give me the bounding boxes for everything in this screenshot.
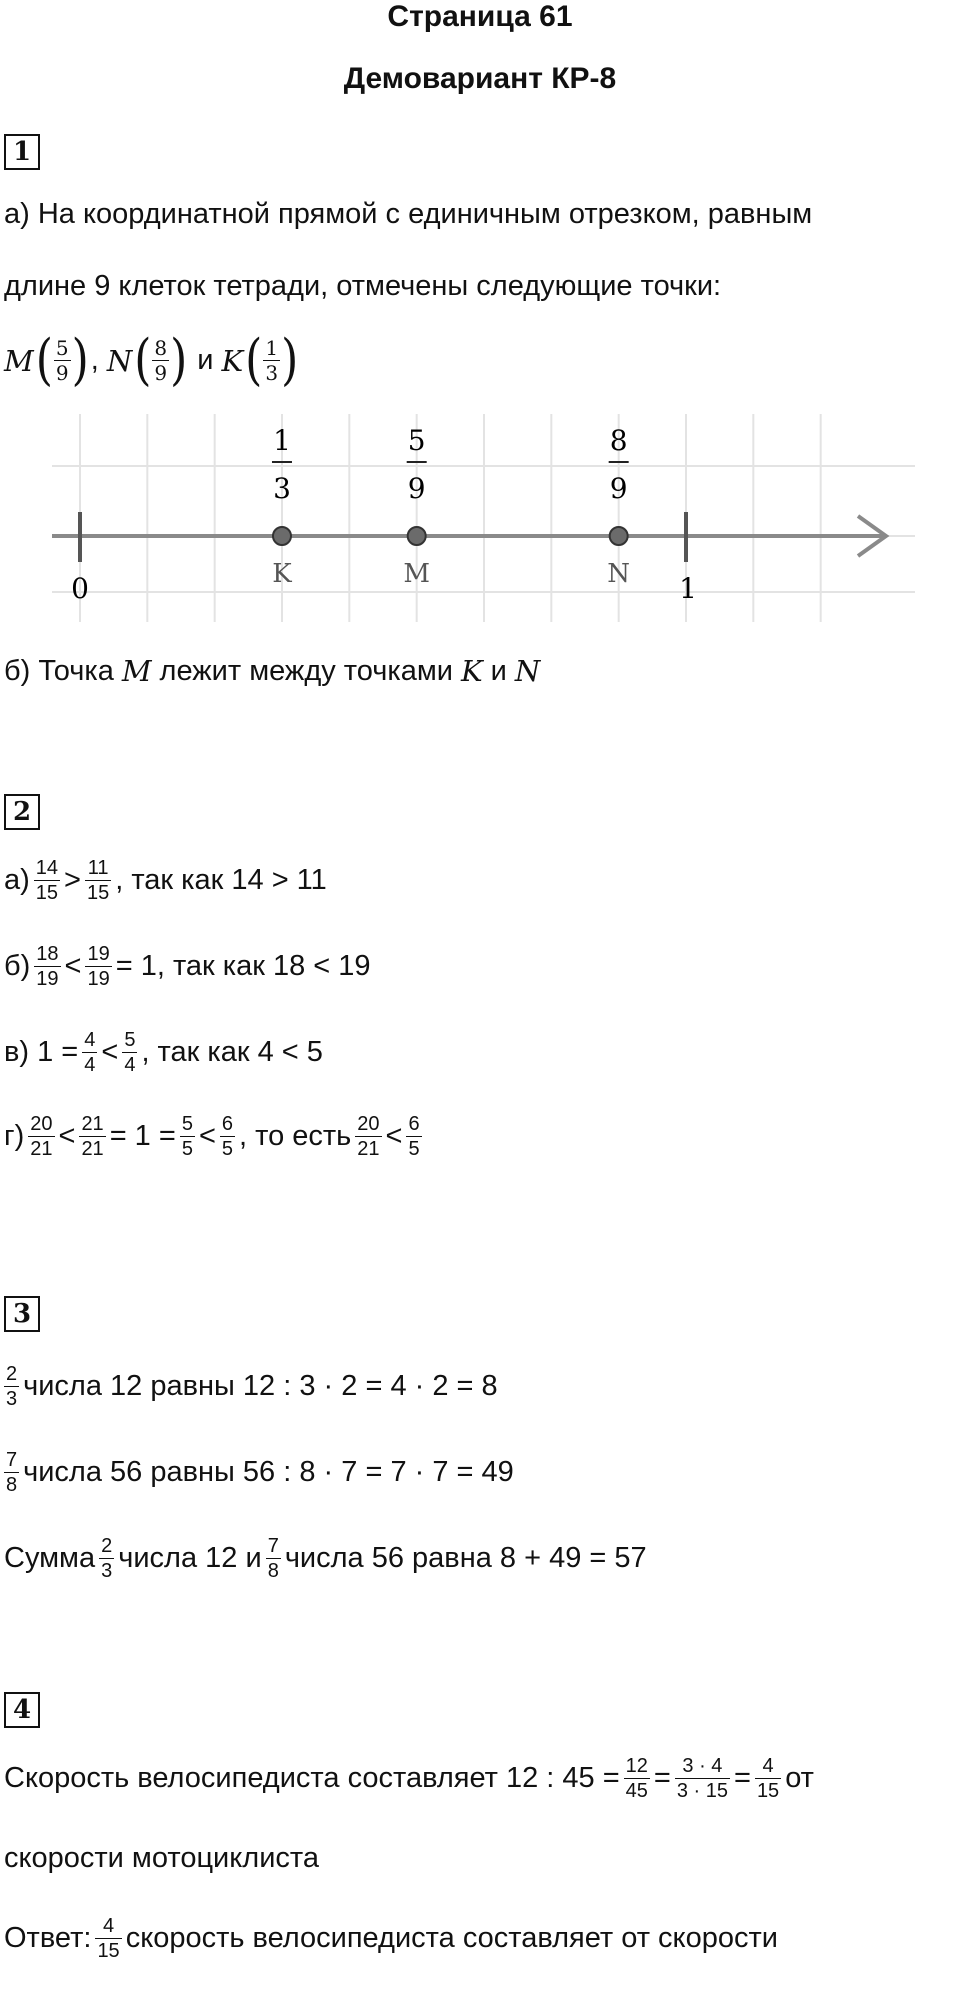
mark-fraction-denominator: 9 <box>407 472 426 505</box>
fraction-numerator: 20 <box>357 1113 380 1135</box>
fraction-numerator: 8 <box>154 336 168 360</box>
label-zero: 0 <box>71 572 89 605</box>
text-span: числа 12 равны 12 : 3 · 2 = 4 · 2 = 8 <box>23 1370 498 1402</box>
point-k-label: K <box>272 559 292 589</box>
fraction-denominator: 19 <box>87 968 110 990</box>
operator: < <box>58 1120 76 1152</box>
fraction-numerator: 21 <box>81 1113 104 1135</box>
task2-line-b <box>4 944 371 989</box>
fraction <box>755 1756 781 1801</box>
fraction-numerator: 6 <box>408 1113 420 1135</box>
point-m-coordinate <box>35 328 89 392</box>
fraction <box>82 1030 97 1075</box>
operator: = <box>653 1762 671 1794</box>
item-label: б) <box>4 950 31 982</box>
fraction-denominator: 8 <box>267 1560 279 1582</box>
page-subtitle: Демовариант КР-8 <box>343 62 617 95</box>
paren-open: ( <box>134 328 152 392</box>
operator: < <box>64 950 82 982</box>
grid <box>52 414 915 622</box>
point-n-dot <box>610 527 628 545</box>
fraction <box>85 944 111 989</box>
fraction-numerator: 4 <box>103 1915 115 1937</box>
fraction-denominator: 3 · 15 <box>676 1780 728 1802</box>
text-span: = 1, так как 18 < 19 <box>115 950 371 982</box>
operator: > <box>64 864 81 896</box>
paren-open: ( <box>35 328 53 392</box>
fraction-denominator: 21 <box>357 1138 380 1160</box>
fraction <box>355 1114 381 1159</box>
task2-line-a <box>4 858 327 903</box>
text-span: числа 56 равна 8 + 49 = 57 <box>284 1542 647 1574</box>
fraction-denominator: 4 <box>124 1054 136 1076</box>
point-k-coordinate <box>245 328 299 392</box>
fraction-numerator: 1 <box>265 336 279 360</box>
fraction-denominator: 21 <box>81 1138 104 1160</box>
fraction <box>54 338 71 383</box>
fraction-numerator: 2 <box>6 1363 18 1385</box>
fraction <box>34 858 60 903</box>
number-line-figure <box>0 410 960 630</box>
fraction-denominator: 3 <box>265 361 279 385</box>
mark-fraction-numerator: 5 <box>407 424 426 457</box>
point-m-name: M <box>4 343 34 378</box>
point-n-label: N <box>607 559 631 589</box>
point-n-name: N <box>106 343 133 378</box>
fraction-numerator: 6 <box>221 1113 233 1135</box>
conjunction: и <box>197 344 214 376</box>
fraction-numerator: 5 <box>55 336 69 360</box>
fraction-numerator: 14 <box>35 857 59 879</box>
task4-answer-line <box>4 1916 778 1961</box>
fraction <box>28 1114 54 1159</box>
fraction-denominator: 5 <box>181 1138 193 1160</box>
point-n-ref: N <box>514 654 541 688</box>
text-span: = 1 = <box>109 1120 176 1152</box>
point-k-name: K <box>221 343 244 378</box>
fraction-denominator: 15 <box>35 882 59 904</box>
fraction-denominator: 8 <box>6 1474 18 1496</box>
fraction-numerator: 20 <box>30 1113 53 1135</box>
fraction-numerator: 18 <box>36 943 59 965</box>
fraction-denominator: 15 <box>97 1940 120 1962</box>
task-number-4: 4 <box>4 1692 40 1728</box>
task2-line-d <box>4 1114 426 1159</box>
operator: < <box>385 1120 403 1152</box>
fraction <box>4 1450 19 1495</box>
item-label: г) <box>4 1120 25 1152</box>
text-span: скорость велосипедиста составляет от скорости <box>125 1922 778 1954</box>
task2-line-c <box>4 1030 323 1075</box>
fraction <box>406 1114 421 1159</box>
point-k-ref: K <box>460 654 483 688</box>
label-one: 1 <box>679 572 697 605</box>
task1-line-a1: а) На координатной прямой с единичным отрезком, равным <box>4 198 813 230</box>
paren-close: ) <box>71 328 89 392</box>
mark-fraction-denominator: 3 <box>273 472 291 505</box>
fraction-numerator: 4 <box>762 1755 774 1777</box>
fraction <box>263 338 280 383</box>
fraction <box>180 1114 195 1159</box>
fraction-denominator: 15 <box>756 1780 780 1802</box>
paren-close: ) <box>281 328 299 392</box>
task-number-2: 2 <box>4 794 40 830</box>
task1-line-a2: длине 9 клеток тетради, отмечены следующие точки: <box>4 270 722 302</box>
fraction <box>4 1364 19 1409</box>
fraction-denominator: 19 <box>36 968 59 990</box>
fraction <box>675 1756 730 1801</box>
paren-close: ) <box>170 328 188 392</box>
number-line-points <box>272 424 630 589</box>
fraction-numerator: 3 · 4 <box>682 1755 723 1777</box>
text-span: от <box>785 1762 814 1794</box>
text-span: , так как 14 > 11 <box>115 864 327 896</box>
point-k-dot <box>273 527 291 545</box>
comma-separator: , <box>90 344 99 376</box>
text-span: Скорость велосипедиста составляет 12 : 45 = <box>4 1762 620 1794</box>
item-label: в) 1 = <box>4 1036 79 1068</box>
fraction-numerator: 12 <box>625 1755 648 1777</box>
fraction-numerator: 11 <box>87 857 109 879</box>
fraction <box>266 1536 281 1581</box>
task-number-3: 3 <box>4 1296 40 1332</box>
task3-line-2 <box>4 1450 514 1495</box>
mark-fraction-numerator: 1 <box>273 424 291 457</box>
fraction-numerator: 7 <box>6 1449 18 1471</box>
mark-fraction-denominator: 9 <box>609 472 628 505</box>
operator: = <box>734 1762 751 1794</box>
fraction-denominator: 3 <box>6 1388 18 1410</box>
text-span: числа 56 равны 56 : 8 · 7 = 7 · 7 = 49 <box>23 1456 514 1488</box>
fraction-numerator: 7 <box>267 1535 279 1557</box>
fraction <box>220 1114 235 1159</box>
fraction <box>624 1756 650 1801</box>
answer-label: Ответ: <box>4 1922 92 1954</box>
fraction-numerator: 5 <box>124 1029 136 1051</box>
fraction-numerator: 5 <box>181 1113 193 1135</box>
fraction-denominator: 5 <box>221 1138 233 1160</box>
text-span: и <box>490 654 507 687</box>
paren-open: ( <box>245 328 263 392</box>
task4-line-1 <box>4 1756 814 1801</box>
text-span: лежит между точками <box>159 654 453 687</box>
fraction <box>95 1916 121 1961</box>
mark-fraction-numerator: 8 <box>609 424 628 457</box>
fraction <box>99 1536 114 1581</box>
fraction-numerator: 4 <box>84 1029 96 1051</box>
fraction-denominator: 5 <box>408 1138 420 1160</box>
fraction-denominator: 9 <box>55 361 69 385</box>
fraction <box>85 858 111 903</box>
fraction-denominator: 15 <box>86 882 110 904</box>
fraction-denominator: 45 <box>625 1780 648 1802</box>
fraction-denominator: 9 <box>154 361 168 385</box>
text-span: Сумма <box>4 1542 96 1574</box>
fraction <box>122 1030 137 1075</box>
text-span: б) Точка <box>4 654 114 687</box>
task3-line-3 <box>4 1536 647 1581</box>
operator: < <box>101 1036 119 1068</box>
point-m-label: M <box>403 559 431 589</box>
fraction <box>34 944 60 989</box>
fraction-numerator: 2 <box>101 1535 113 1557</box>
task1-line-b <box>4 654 540 688</box>
fraction-denominator: 21 <box>30 1138 53 1160</box>
operator: < <box>198 1120 216 1152</box>
page-title: Страница 61 <box>387 0 573 33</box>
task3-line-1 <box>4 1364 498 1409</box>
text-span: , так как 4 < 5 <box>141 1036 323 1068</box>
fraction <box>79 1114 105 1159</box>
point-n-coordinate <box>134 328 188 392</box>
text-span: , то есть <box>239 1120 352 1152</box>
fraction-numerator: 19 <box>87 943 110 965</box>
item-label: а) <box>4 864 30 896</box>
point-m-ref: M <box>121 654 152 688</box>
point-m-dot <box>408 527 426 545</box>
fraction <box>152 338 169 383</box>
text-span: числа 12 и <box>118 1542 262 1574</box>
fraction-denominator: 4 <box>84 1054 96 1076</box>
task4-line-2: скорости мотоциклиста <box>4 1842 319 1874</box>
task1-points-line <box>4 328 300 392</box>
task-number-1: 1 <box>4 134 40 170</box>
fraction-denominator: 3 <box>101 1560 113 1582</box>
